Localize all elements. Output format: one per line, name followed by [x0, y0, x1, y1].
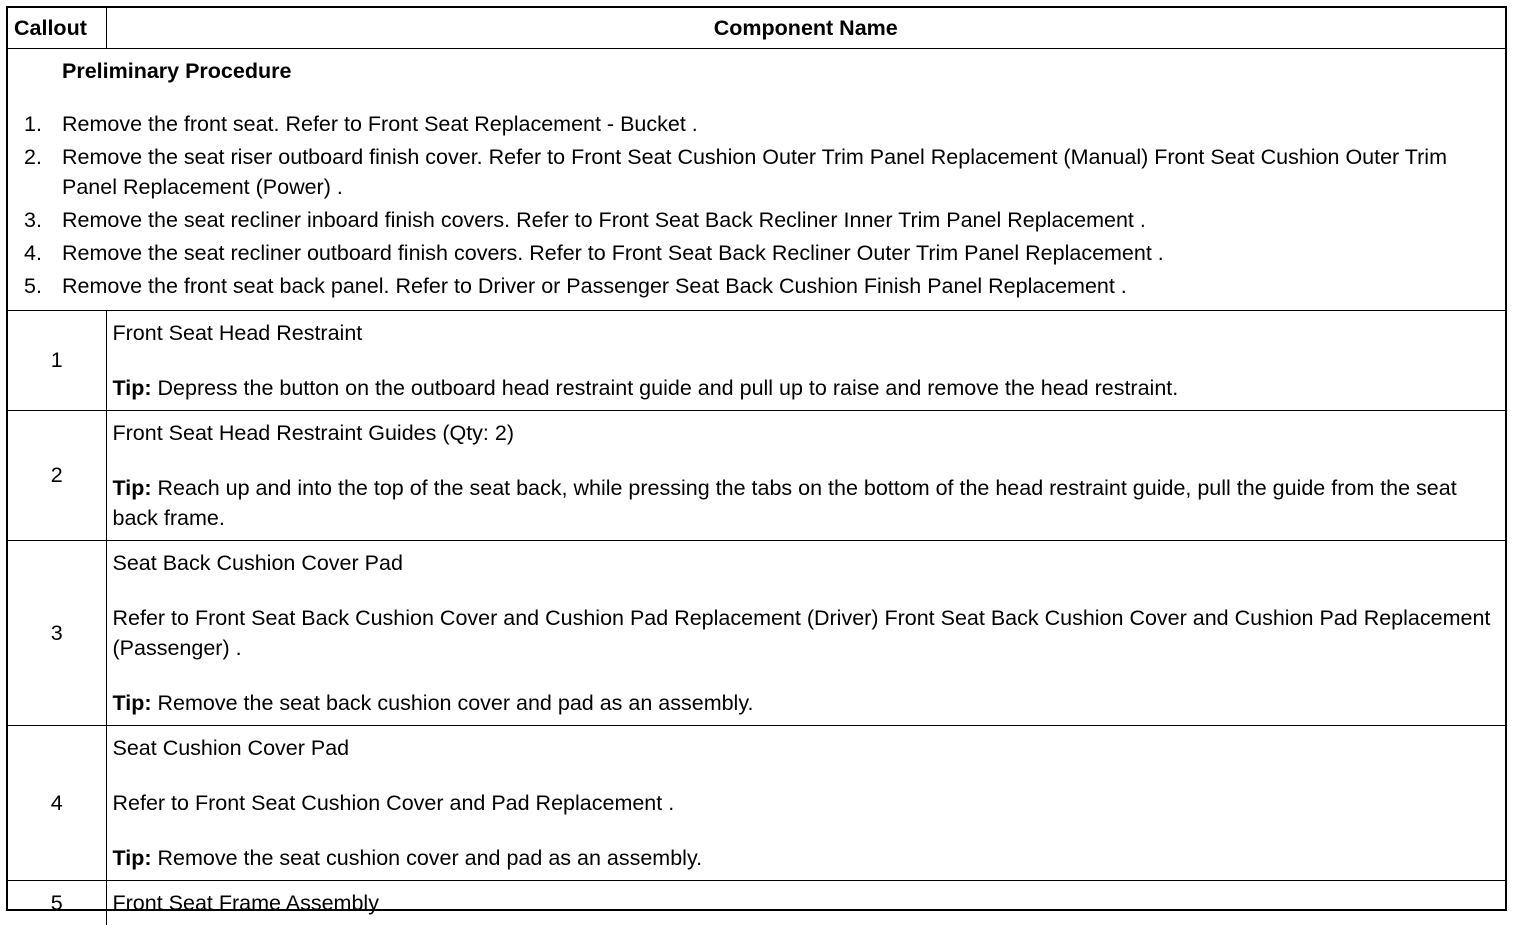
tip-label: Tip: — [113, 476, 152, 500]
callout-number: 1 — [8, 311, 106, 411]
header-row — [8, 8, 1505, 49]
preliminary-title: Preliminary Procedure — [62, 59, 1495, 84]
tip-label: Tip: — [113, 376, 152, 400]
tip-text: Remove the seat back cushion cover and pad as an assembly. — [158, 691, 754, 715]
table-row — [8, 881, 1505, 925]
refer-text: Refer to Front Seat Back Cushion Cover and Cushion Pad Replacement (Driver) Front Seat Back Cushion Cover and Cushion Pad Replacement (Passenger) . — [113, 603, 1498, 663]
step-text: Remove the seat recliner outboard finish covers. Refer to Front Seat Back Recliner Outer Trim Panel Replacement . — [62, 241, 1164, 265]
component-cell — [106, 411, 1505, 541]
component-cell — [106, 541, 1505, 726]
step-number: 1. — [24, 109, 56, 139]
component-name: Front Seat Head Restraint Guides (Qty: 2) — [113, 418, 1498, 448]
table-row — [8, 311, 1505, 411]
step-text: Remove the front seat. Refer to Front Seat Replacement - Bucket . — [62, 112, 698, 136]
step-number: 4. — [24, 238, 56, 268]
tip-text: Remove the seat cushion cover and pad as an assembly. — [158, 846, 703, 870]
preliminary-step — [8, 142, 1495, 202]
step-text: Remove the front seat back panel. Refer to Driver or Passenger Seat Back Cushion Finish Panel Replacement . — [62, 274, 1127, 298]
component-name: Front Seat Head Restraint — [113, 318, 1498, 348]
preliminary-step — [8, 271, 1495, 301]
component-table — [8, 8, 1505, 925]
callout-number: 2 — [8, 411, 106, 541]
step-text: Remove the seat riser outboard finish cover. Refer to Front Seat Cushion Outer Trim Panel Replacement (Manual) Front Seat Cushion Outer Trim Panel Replacement (Power) . — [62, 145, 1447, 199]
tip — [113, 688, 1498, 718]
callout-number: 5 — [8, 881, 106, 925]
component-table-document — [6, 6, 1507, 911]
component-cell — [106, 311, 1505, 411]
step-number: 3. — [24, 205, 56, 235]
preliminary-steps — [8, 109, 1495, 301]
table-row — [8, 411, 1505, 541]
step-number: 2. — [24, 142, 56, 172]
table-row — [8, 541, 1505, 726]
preliminary-step — [8, 109, 1495, 139]
tip-text: Depress the button on the outboard head restraint guide and pull up to raise and remove the head restraint. — [158, 376, 1179, 400]
component-name-header: Component Name — [106, 8, 1505, 49]
preliminary-step — [8, 238, 1495, 268]
callout-number: 4 — [8, 726, 106, 881]
preliminary-step — [8, 205, 1495, 235]
preliminary-procedure — [8, 49, 1505, 311]
component-name: Front Seat Frame Assembly — [113, 888, 1498, 918]
component-cell — [106, 726, 1505, 881]
component-name: Seat Cushion Cover Pad — [113, 733, 1498, 763]
callout-number: 3 — [8, 541, 106, 726]
component-cell — [106, 881, 1505, 925]
refer-text: Refer to Front Seat Cushion Cover and Pad Replacement . — [113, 788, 1498, 818]
tip-label: Tip: — [113, 691, 152, 715]
component-name: Seat Back Cushion Cover Pad — [113, 548, 1498, 578]
preliminary-row — [8, 49, 1505, 311]
table-row — [8, 726, 1505, 881]
step-text: Remove the seat recliner inboard finish covers. Refer to Front Seat Back Recliner Inner Trim Panel Replacement . — [62, 208, 1146, 232]
tip-text: Reach up and into the top of the seat back, while pressing the tabs on the bottom of the head restraint guide, pull the guide from the seat back frame. — [113, 476, 1457, 530]
tip-label: Tip: — [113, 846, 152, 870]
step-number: 5. — [24, 271, 56, 301]
tip — [113, 373, 1498, 403]
tip — [113, 843, 1498, 873]
tip — [113, 473, 1498, 533]
callout-header: Callout — [8, 8, 106, 49]
